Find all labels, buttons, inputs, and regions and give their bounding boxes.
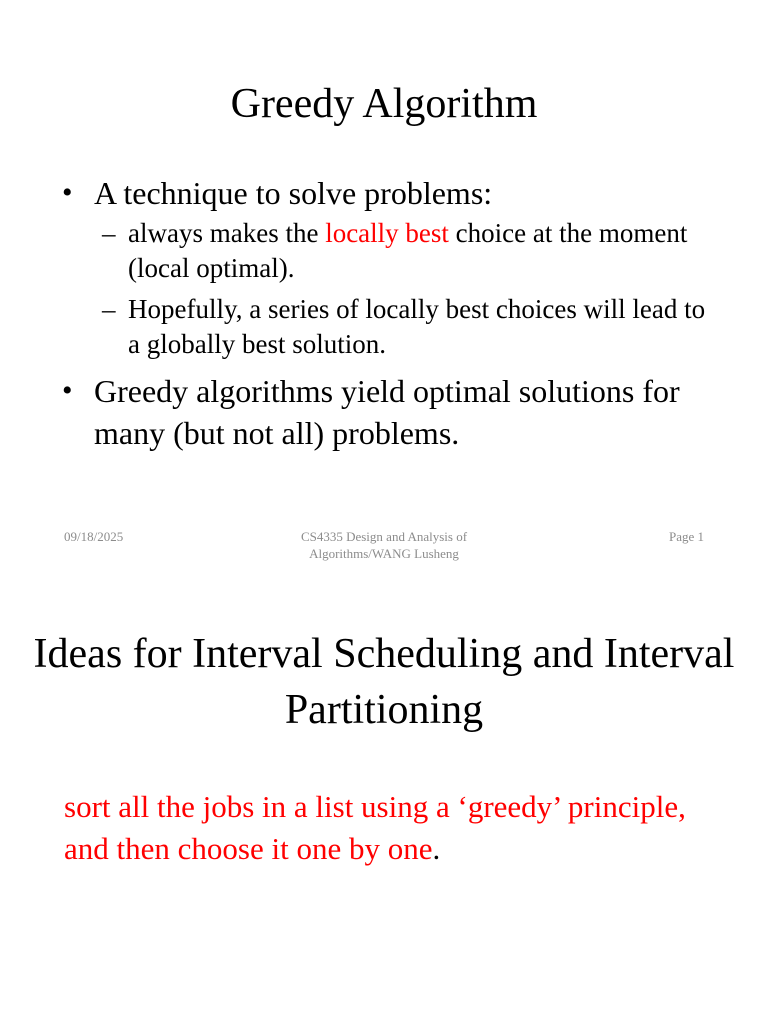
bullet-item — [62, 172, 712, 214]
slide-title: Ideas for Interval Scheduling and Interval Partitioning — [33, 631, 735, 733]
dash-icon: – — [102, 294, 116, 324]
slide-body-text — [64, 786, 724, 870]
bullet-text: Greedy algorithms yield optimal solutions for many (but not all) problems. — [94, 373, 680, 451]
bullet-icon: • — [62, 176, 73, 209]
highlighted-text: locally best — [325, 218, 449, 248]
sub-bullet-text: Hopefully, a series of locally best choices will lead to a globally best solution. — [128, 294, 706, 359]
sub-bullet-item — [62, 216, 712, 286]
slide-title: Greedy Algorithm — [230, 81, 538, 127]
bullet-list — [62, 172, 712, 454]
bullet-icon: • — [62, 374, 73, 407]
dash-icon: – — [102, 218, 116, 248]
footer-date: 09/18/2025 — [64, 529, 124, 544]
footer-course: CS4335 Design and Analysis of Algorithms/WANG Lusheng — [300, 529, 468, 561]
sub-bullet-text-before: always makes the — [128, 218, 326, 248]
bullet-item — [62, 370, 712, 454]
body-text-end: . — [432, 831, 441, 866]
footer-page-number: Page 1 — [668, 529, 704, 544]
sub-bullet-item — [62, 292, 712, 362]
highlighted-text: sort all the jobs in a list using a ‘greedy’ principle, and then choose it one by one — [64, 789, 686, 866]
bullet-text: A technique to solve problems: — [94, 175, 493, 211]
sub-bullet-text-after: choice at the moment (local optimal). — [128, 218, 688, 283]
